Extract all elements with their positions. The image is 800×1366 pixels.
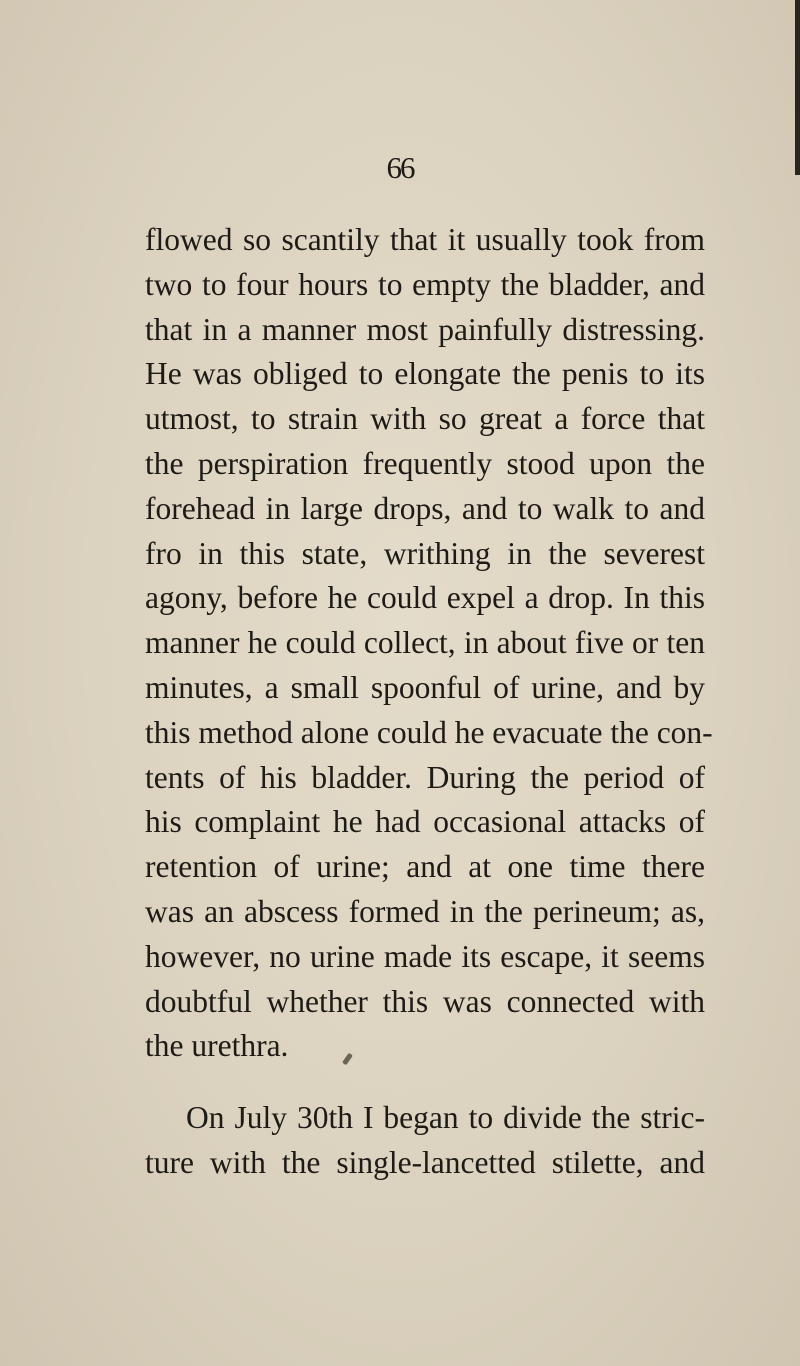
text-line: that in a manner most painfully distressing. — [145, 311, 705, 347]
text-line: utmost, to strain with so great a force that — [145, 401, 705, 437]
text-line: tents of his bladder. During the period of — [145, 759, 705, 795]
text-line: two to four hours to empty the bladder, and — [145, 266, 705, 302]
text-line: He was obliged to elongate the penis to its — [145, 356, 705, 392]
text-line: doubtful whether this was connected with — [145, 983, 705, 1019]
text-line: however, no urine made its escape, it seems — [145, 938, 705, 974]
text-line: fro in this state, writhing in the severest — [145, 535, 705, 571]
text-line: minutes, a small spoonful of urine, and by — [145, 669, 705, 705]
page-edge-line — [795, 0, 800, 175]
text-line: agony, before he could expel a drop. In this — [145, 580, 705, 616]
text-line: On July 30th I began to divide the stric- — [186, 1100, 705, 1135]
text-line: manner he could collect, in about five or ten — [145, 625, 705, 661]
text-line: retention of urine; and at one time there — [145, 849, 705, 885]
text-line: flowed so scantily that it usually took from — [145, 222, 705, 257]
paragraph-1 — [145, 218, 713, 1069]
text-line: the urethra. — [145, 1028, 289, 1064]
text-line: this method alone could he evacuate the con- — [145, 714, 713, 750]
text-line: his complaint he had occasional attacks of — [145, 804, 705, 840]
text-line: ture with the single-lancetted stilette, and — [145, 1144, 705, 1180]
paragraph-2 — [145, 1096, 705, 1186]
text-line: was an abscess formed in the perineum; as, — [145, 893, 705, 929]
page-number: 66 — [386, 150, 414, 185]
text-line: the perspiration frequently stood upon the — [145, 445, 705, 481]
text-line: forehead in large drops, and to walk to and — [145, 490, 705, 526]
